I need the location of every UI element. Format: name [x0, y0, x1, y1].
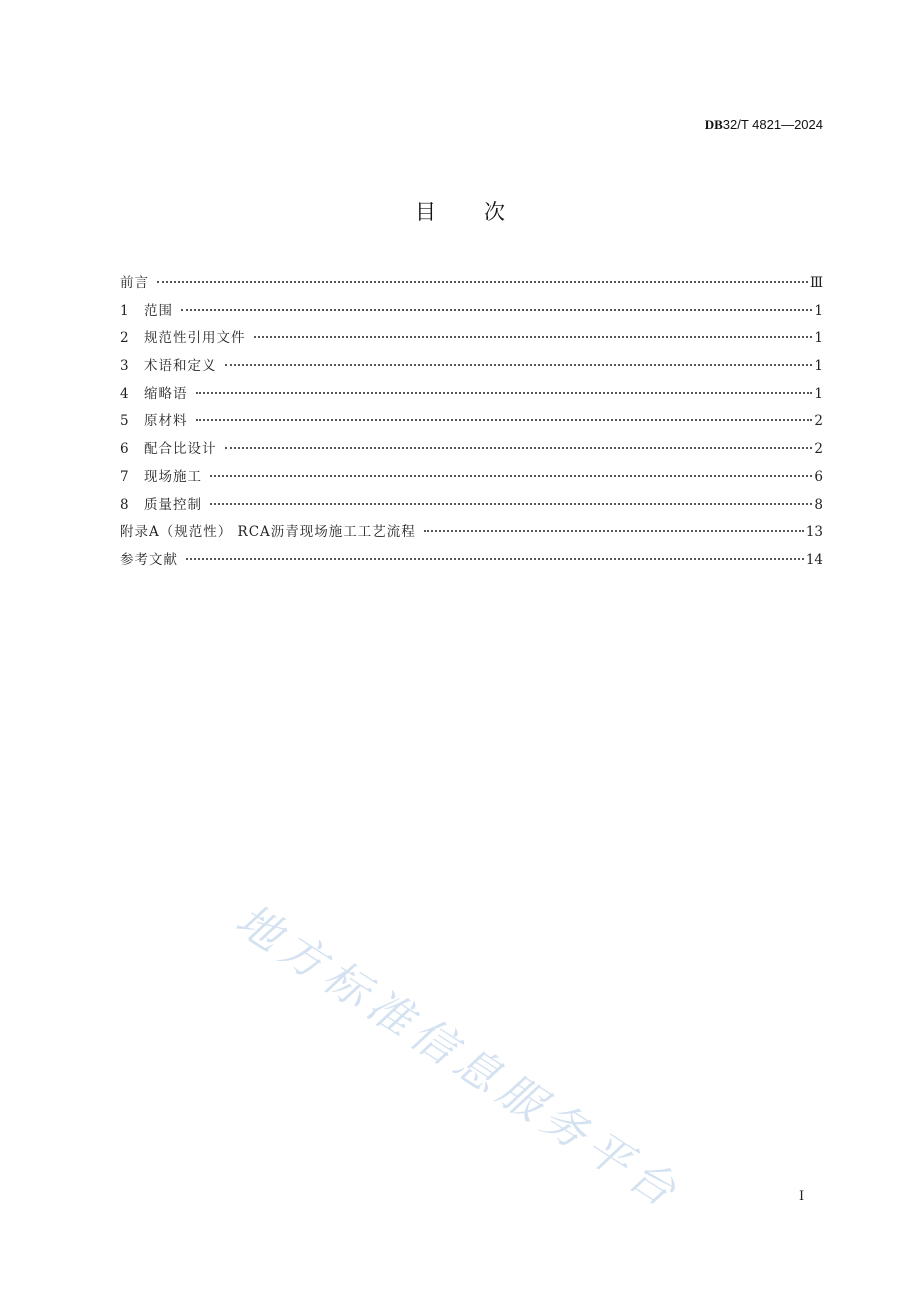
toc-entry-page: 1	[814, 358, 823, 375]
toc-entry-label: 现场施工	[144, 468, 202, 485]
toc-entry-label: 术语和定义	[144, 358, 217, 375]
table-of-contents	[120, 270, 823, 575]
toc-entry-label: 配合比设计	[144, 441, 217, 458]
toc-entry-number: 4	[120, 385, 129, 402]
toc-entry-number: 7	[120, 468, 129, 485]
toc-entry-scope[interactable]	[120, 298, 823, 326]
toc-entry-page: 8	[814, 496, 823, 513]
toc-entry-page: 1	[814, 330, 823, 347]
toc-entry-page: 2	[814, 413, 823, 430]
toc-entry-terms-definitions[interactable]	[120, 353, 823, 381]
toc-dot-leader	[157, 281, 808, 283]
toc-dot-leader	[196, 392, 813, 394]
toc-entry-abbreviations[interactable]	[120, 381, 823, 409]
standard-prefix: DB	[704, 117, 723, 132]
toc-entry-raw-materials[interactable]	[120, 408, 823, 436]
toc-dot-leader	[225, 364, 813, 366]
toc-entry-label: 原材料	[144, 413, 188, 430]
standard-number: 32/T 4821—2024	[722, 117, 823, 132]
toc-entry-page: 6	[814, 468, 823, 485]
toc-entry-label: 规范性引用文件	[144, 330, 246, 347]
toc-dot-leader	[196, 419, 813, 421]
toc-entry-page: 14	[805, 551, 823, 568]
toc-entry-mix-design[interactable]	[120, 436, 823, 464]
toc-entry-label: 附录A（规范性） RCA沥青现场施工工艺流程	[120, 524, 416, 541]
toc-entry-page: 2	[814, 441, 823, 458]
toc-entry-site-construction[interactable]	[120, 464, 823, 492]
standard-code	[705, 117, 823, 133]
toc-entry-page: Ⅲ	[809, 275, 823, 291]
toc-entry-normative-references[interactable]	[120, 325, 823, 353]
toc-entry-label: 前言	[120, 275, 149, 291]
toc-entry-page: 1	[814, 385, 823, 402]
toc-entry-bibliography[interactable]	[120, 547, 823, 575]
toc-entry-appendix-a[interactable]	[120, 519, 823, 547]
toc-dot-leader	[181, 309, 812, 311]
toc-entry-label: 缩略语	[144, 385, 188, 402]
toc-entry-page: 1	[814, 302, 823, 319]
toc-entry-page: 13	[805, 524, 823, 541]
toc-dot-leader	[225, 447, 813, 449]
toc-entry-label: 质量控制	[144, 496, 202, 513]
toc-dot-leader	[254, 336, 813, 338]
toc-entry-quality-control[interactable]	[120, 492, 823, 520]
toc-entry-number: 2	[120, 330, 129, 347]
toc-dot-leader	[424, 530, 804, 532]
watermark: 地方标准信息服务平台	[226, 894, 691, 1221]
page-title: 目次	[415, 200, 553, 224]
page-number: I	[799, 1189, 805, 1204]
toc-entry-number: 6	[120, 441, 129, 458]
toc-dot-leader	[210, 503, 812, 505]
toc-entry-foreword[interactable]	[120, 270, 823, 298]
toc-entry-number: 3	[120, 358, 129, 375]
toc-entry-number: 1	[120, 302, 129, 319]
toc-entry-number: 5	[120, 413, 129, 430]
toc-dot-leader	[210, 475, 812, 477]
toc-entry-label: 范围	[144, 302, 173, 319]
toc-entry-number: 8	[120, 496, 129, 513]
toc-entry-label: 参考文献	[120, 551, 178, 568]
toc-dot-leader	[186, 558, 804, 560]
